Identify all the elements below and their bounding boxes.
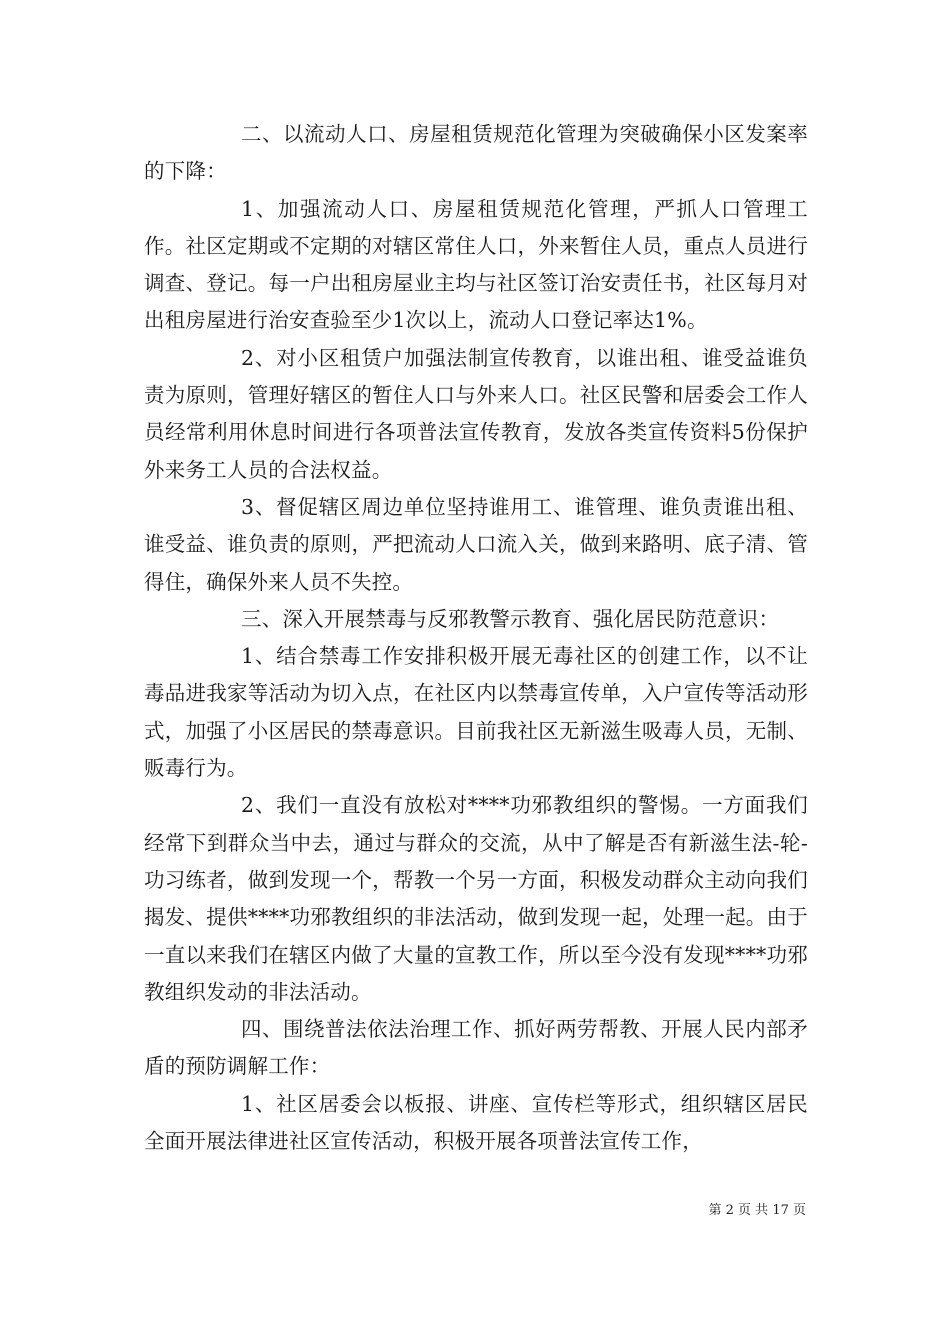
paragraph: 1、结合禁毒工作安排积极开展无毒社区的创建工作，以不让毒品进我家等活动为切入点，在社区内以禁毒宣传单，入户宣传等活动形式，加强了小区居民的禁毒意识。目前我社区无新滋生吸毒人员，无制、贩毒行为。 [144,644,808,781]
paragraph: 1、社区居委会以板报、讲座、宣传栏等形式，组织辖区居民全面开展法律进社区宣传活动，积极开展各项普法宣传工作， [144,1091,808,1154]
section-heading-2: 二、以流动人口、房屋租赁规范化管理为突破确保小区发案率的下降： [144,122,808,184]
document-body [144,116,808,1160]
paragraph: 2、我们一直没有放松对****功邪教组织的警惕。一方面我们经常下到群众当中去，通过与群众的交流，从中了解是否有新滋生法-轮-功习练者，做到发现一个，帮教一个另一方面，积极发动群众主动向我们揭发、提供****功邪教组织的非法活动，做到发现一起，处理一起。由于一直以来我们在辖区内做了大量的宣教工作，所以至今没有发现****功邪教组织发动的非法活动。 [144,793,808,1004]
paragraph: 2、对小区租赁户加强法制宣传教育，以谁出租、谁受益谁负责为原则，管理好辖区的暂住人口与外来人口。社区民警和居委会工作人员经常利用休息时间进行各项普法宣传教育，发放各类宣传资料5份保护外来务工人员的合法权益。 [144,345,808,482]
paragraph: 1、加强流动人口、房屋租赁规范化管理，严抓人口管理工作。社区定期或不定期的对辖区常住人口，外来暂住人员，重点人员进行调查、登记。每一户出租房屋业主均与社区签订治安责任书，社区每月对出租房屋进行治安查验至少1次以上，流动人口登记率达1%。 [144,196,808,333]
section-heading-4: 四、围绕普法依法治理工作、抓好两劳帮教、开展人民内部矛盾的预防调解工作： [144,1017,808,1079]
section-heading-3: 三、深入开展禁毒与反邪教警示教育、强化居民防范意识： [241,606,780,631]
paragraph: 3、督促辖区周边单位坚持谁用工、谁管理、谁负责谁出租、谁受益、谁负责的原则，严把流动人口流入关，做到来路明、底子清、管得住，确保外来人员不失控。 [144,494,808,594]
page-number-footer: 第 2 页 共 17 页 [708,1203,806,1218]
